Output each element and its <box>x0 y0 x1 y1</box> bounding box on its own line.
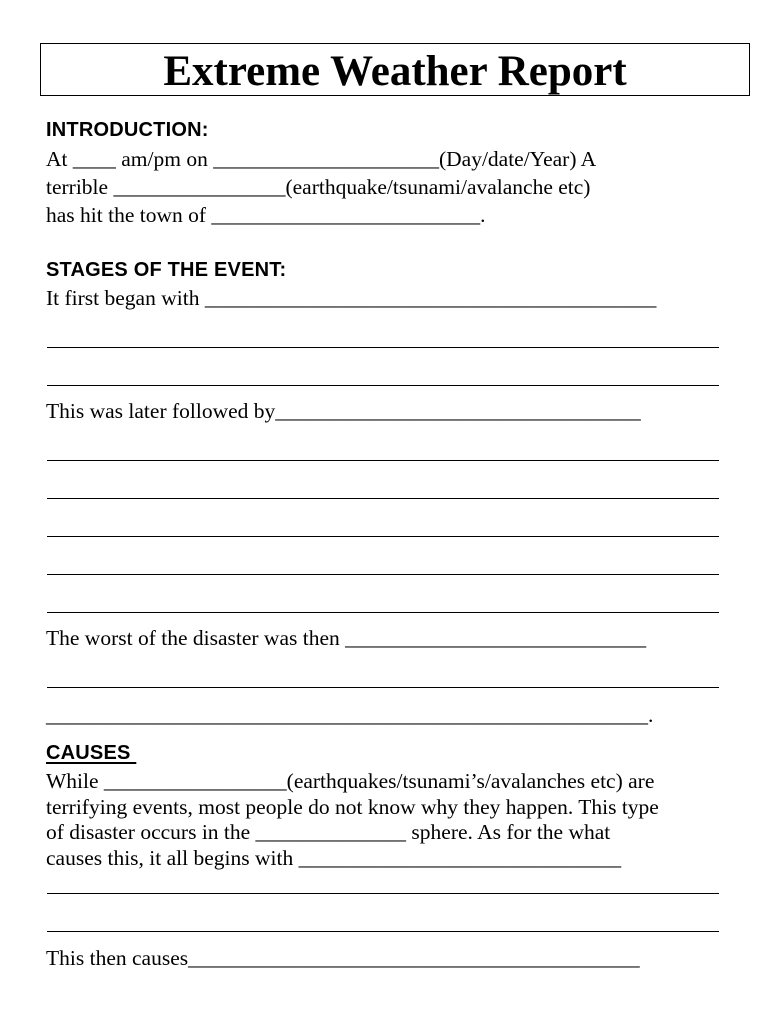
page-title: Extreme Weather Report <box>163 48 627 95</box>
answer-blank-line <box>47 498 719 499</box>
causes-line-1: While _________________(earthquakes/tsunami’s/avalanches etc) are <box>46 769 655 793</box>
intro-line-1: At ____ am/pm on _____________________(Day/date/Year) A <box>46 147 597 171</box>
answer-blank-line <box>47 460 719 461</box>
stages-first-began: It first began with __________________________________________ <box>46 286 657 310</box>
answer-blank-line <box>47 931 719 932</box>
answer-blank-line <box>47 612 719 613</box>
answer-blank-line <box>47 385 719 386</box>
answer-blank-line <box>47 347 719 348</box>
introduction-heading: INTRODUCTION: <box>46 119 209 141</box>
causes-heading: CAUSES <box>46 742 137 764</box>
answer-blank-line <box>47 574 719 575</box>
answer-blank-line <box>47 893 719 894</box>
intro-line-3: has hit the town of _________________________. <box>46 203 486 227</box>
stages-worst: The worst of the disaster was then ____________________________ <box>46 626 647 650</box>
causes-line-3: of disaster occurs in the ______________ sphere. As for the what <box>46 820 611 844</box>
stages-heading: STAGES OF THE EVENT: <box>46 259 287 281</box>
intro-line-2: terrible ________________(earthquake/tsunami/avalanche etc) <box>46 175 591 199</box>
answer-blank-line <box>47 536 719 537</box>
answer-blank-line <box>47 687 719 688</box>
causes-line-2: terrifying events, most people do not know why they happen. This type <box>46 795 659 819</box>
title-box <box>40 43 750 96</box>
stages-later-followed: This was later followed by__________________________________ <box>46 399 641 423</box>
causes-line-4: causes this, it all begins with ______________________________ <box>46 846 622 870</box>
causes-then-causes: This then causes__________________________________________ <box>46 946 640 970</box>
stages-worst-end: ________________________________________________________. <box>46 703 654 727</box>
